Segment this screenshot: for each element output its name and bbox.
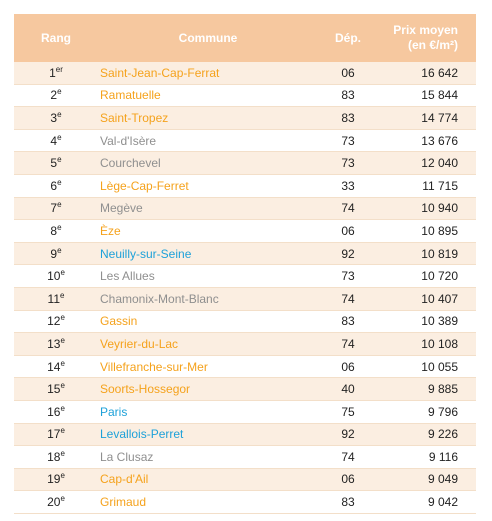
table-row — [14, 107, 476, 130]
rank-suffix: e — [57, 177, 62, 187]
rank-suffix: e — [60, 403, 65, 413]
rank-suffix: e — [60, 268, 65, 278]
rank-number: 2 — [50, 88, 58, 103]
header-price — [378, 14, 476, 62]
rank-suffix: e — [57, 200, 62, 210]
department-cell: 06 — [318, 355, 378, 378]
rank-number: 14 — [47, 359, 61, 374]
rank-cell — [14, 197, 98, 220]
price-cell: 9 049 — [378, 468, 476, 491]
rank-suffix: e — [57, 109, 62, 119]
rank-number: 8 — [50, 223, 58, 238]
department-cell: 74 — [318, 197, 378, 220]
department-cell: 40 — [318, 378, 378, 401]
commune-cell: Chamonix-Mont-Blanc — [98, 287, 318, 310]
rank-cell — [14, 333, 98, 356]
commune-cell: Gassin — [98, 310, 318, 333]
rank-number: 13 — [47, 336, 61, 351]
department-cell: 33 — [318, 174, 378, 197]
rank-number: 6 — [50, 178, 58, 193]
rank-number: 19 — [47, 472, 61, 487]
rank-suffix: e — [60, 471, 65, 481]
header-rank: Rang — [14, 14, 98, 62]
table-row — [14, 152, 476, 175]
commune-cell: Megève — [98, 197, 318, 220]
rank-number: 17 — [47, 427, 61, 442]
table-row — [14, 491, 476, 514]
table-row — [14, 355, 476, 378]
header-price-line1: Prix moyen — [393, 23, 458, 37]
department-cell: 83 — [318, 310, 378, 333]
commune-cell: Neuilly-sur-Seine — [98, 242, 318, 265]
price-cell: 9 116 — [378, 446, 476, 469]
rank-cell — [14, 62, 98, 84]
rank-cell — [14, 152, 98, 175]
commune-cell: Paris — [98, 400, 318, 423]
table-row — [14, 400, 476, 423]
department-cell: 74 — [318, 446, 378, 469]
rank-cell — [14, 446, 98, 469]
ranking-table — [14, 14, 476, 514]
rank-suffix: e — [60, 426, 65, 436]
table-row — [14, 84, 476, 107]
table-row — [14, 197, 476, 220]
table-row — [14, 220, 476, 243]
rank-cell — [14, 491, 98, 514]
rank-number: 7 — [50, 201, 58, 216]
department-cell: 83 — [318, 84, 378, 107]
rank-suffix: e — [60, 448, 65, 458]
price-cell: 14 774 — [378, 107, 476, 130]
rank-cell — [14, 129, 98, 152]
rank-suffix: e — [60, 313, 65, 323]
ranking-table-container — [14, 14, 476, 514]
table-row — [14, 242, 476, 265]
department-cell: 06 — [318, 62, 378, 84]
commune-cell: Courchevel — [98, 152, 318, 175]
price-cell: 13 676 — [378, 129, 476, 152]
header-commune: Commune — [98, 14, 318, 62]
rank-suffix: e — [60, 335, 65, 345]
price-cell: 9 042 — [378, 491, 476, 514]
commune-cell: Villefranche-sur-Mer — [98, 355, 318, 378]
price-cell: 10 389 — [378, 310, 476, 333]
price-cell: 10 720 — [378, 265, 476, 288]
price-cell: 9 226 — [378, 423, 476, 446]
commune-cell: Ramatuelle — [98, 84, 318, 107]
department-cell: 83 — [318, 107, 378, 130]
rank-cell — [14, 265, 98, 288]
price-cell: 15 844 — [378, 84, 476, 107]
rank-suffix: e — [60, 494, 65, 504]
price-cell: 9 796 — [378, 400, 476, 423]
price-cell: 11 715 — [378, 174, 476, 197]
table-row — [14, 129, 476, 152]
rank-cell — [14, 242, 98, 265]
commune-cell: Soorts-Hossegor — [98, 378, 318, 401]
commune-cell: Les Allues — [98, 265, 318, 288]
price-cell: 10 819 — [378, 242, 476, 265]
table-row — [14, 310, 476, 333]
rank-number: 4 — [50, 133, 58, 148]
price-cell: 10 108 — [378, 333, 476, 356]
rank-number: 18 — [47, 449, 61, 464]
rank-number: 16 — [47, 404, 61, 419]
department-cell: 92 — [318, 423, 378, 446]
department-cell: 83 — [318, 491, 378, 514]
department-cell: 73 — [318, 152, 378, 175]
price-cell: 10 407 — [378, 287, 476, 310]
header-department: Dép. — [318, 14, 378, 62]
rank-suffix: e — [57, 155, 62, 165]
commune-cell: Val-d'Isère — [98, 129, 318, 152]
department-cell: 92 — [318, 242, 378, 265]
table-row — [14, 287, 476, 310]
commune-cell: Lège-Cap-Ferret — [98, 174, 318, 197]
table-row — [14, 468, 476, 491]
rank-suffix: e — [57, 132, 62, 142]
rank-cell — [14, 107, 98, 130]
table-row — [14, 423, 476, 446]
table-row — [14, 174, 476, 197]
header-price-line2: (en €/m²) — [407, 38, 458, 52]
department-cell: 73 — [318, 129, 378, 152]
price-cell: 10 055 — [378, 355, 476, 378]
rank-number: 5 — [50, 156, 58, 171]
commune-cell: Levallois-Perret — [98, 423, 318, 446]
rank-cell — [14, 220, 98, 243]
commune-cell: Èze — [98, 220, 318, 243]
rank-suffix: e — [60, 290, 65, 300]
rank-cell — [14, 400, 98, 423]
department-cell: 06 — [318, 468, 378, 491]
rank-number: 20 — [47, 495, 61, 510]
rank-suffix: e — [60, 381, 65, 391]
rank-number: 11 — [47, 291, 60, 306]
commune-cell: La Clusaz — [98, 446, 318, 469]
rank-number: 9 — [50, 246, 58, 261]
rank-cell — [14, 468, 98, 491]
price-cell: 16 642 — [378, 62, 476, 84]
rank-cell — [14, 174, 98, 197]
commune-cell: Cap-d'Ail — [98, 468, 318, 491]
price-cell: 10 895 — [378, 220, 476, 243]
department-cell: 74 — [318, 333, 378, 356]
rank-cell — [14, 378, 98, 401]
price-cell: 9 885 — [378, 378, 476, 401]
price-cell: 10 940 — [378, 197, 476, 220]
rank-suffix: er — [55, 64, 63, 74]
rank-cell — [14, 84, 98, 107]
rank-cell — [14, 355, 98, 378]
table-row — [14, 265, 476, 288]
table-body — [14, 62, 476, 513]
commune-cell: Saint-Tropez — [98, 107, 318, 130]
rank-number: 12 — [47, 314, 61, 329]
department-cell: 74 — [318, 287, 378, 310]
rank-suffix: e — [57, 245, 62, 255]
table-row — [14, 378, 476, 401]
rank-cell — [14, 423, 98, 446]
rank-number: 15 — [47, 382, 61, 397]
rank-suffix: e — [57, 87, 62, 97]
department-cell: 06 — [318, 220, 378, 243]
rank-cell — [14, 287, 98, 310]
table-row — [14, 62, 476, 84]
rank-suffix: e — [57, 222, 62, 232]
rank-number: 10 — [47, 269, 61, 284]
rank-number: 3 — [50, 110, 58, 125]
commune-cell: Grimaud — [98, 491, 318, 514]
commune-cell: Veyrier-du-Lac — [98, 333, 318, 356]
table-header — [14, 14, 476, 62]
rank-number: 1 — [49, 65, 56, 80]
table-row — [14, 446, 476, 469]
department-cell: 73 — [318, 265, 378, 288]
table-row — [14, 333, 476, 356]
rank-suffix: e — [60, 358, 65, 368]
commune-cell: Saint-Jean-Cap-Ferrat — [98, 62, 318, 84]
rank-cell — [14, 310, 98, 333]
department-cell: 75 — [318, 400, 378, 423]
price-cell: 12 040 — [378, 152, 476, 175]
